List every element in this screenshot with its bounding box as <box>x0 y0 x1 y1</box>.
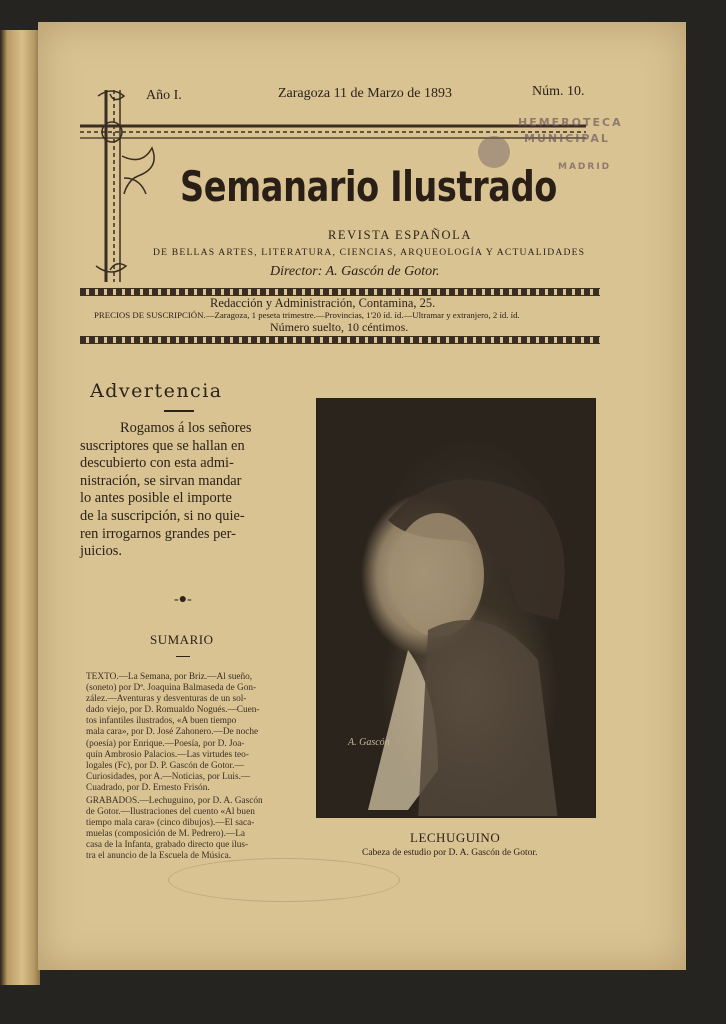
notice-line: Rogamos á los señores <box>120 420 252 436</box>
summary-texto <box>86 672 286 794</box>
newspaper-page <box>38 22 686 970</box>
masthead-topics: DE BELLAS ARTES, LITERATURA, CIENCIAS, ARQUEOLOGÍA Y ACTUALIDADES <box>153 247 586 258</box>
stamp-line-1: HEMEROTECA <box>518 116 623 129</box>
book-binding <box>0 30 40 985</box>
issue-date: Zaragoza 11 de Marzo de 1893 <box>278 86 453 101</box>
illustration-caption-sub: Cabeza de estudio por D. A. Gascón de Gotor. <box>362 848 538 858</box>
summary-line: (soneto) por Dª. Joaquina Balmaseda de Gon- <box>86 683 257 694</box>
summary-line: tiempo mala cara» (cinco dibujos).—El saca- <box>86 818 255 829</box>
notice-title: Advertencia <box>90 380 223 402</box>
subscription-prices: PRECIOS DE SUSCRIPCIÓN.—Zaragoza, 1 peseta trimestre.—Provincias, 1'20 íd. íd.—Ultramar y extranjero, 2 íd. íd. <box>94 310 520 320</box>
summary-line: quín Ambrosio Palacios.—Las virtudes teo- <box>86 749 249 760</box>
notice-line: nistración, se sirvan mandar <box>80 472 242 489</box>
summary-line: mala cara», por D. José Zahonero.—De noche <box>86 727 259 738</box>
masthead-director: Director: A. Gascón de Gotor. <box>270 264 440 279</box>
masthead-title: Semanario Ilustrado <box>180 162 557 211</box>
summary-line: de Gotor.—Ilustraciones del cuento «Al buen <box>86 807 255 818</box>
notice-line: descubierto con esta admi- <box>80 455 234 472</box>
portrait-figure <box>318 400 594 816</box>
summary-line: tra el anuncio de la Escuela de Música. <box>86 851 232 862</box>
summary-line: logales (Fc), por D. P. Gascón de Gotor.— <box>86 760 244 771</box>
notice-line: de la suscripción, si no quie- <box>80 507 245 524</box>
svg-text:A. Gascón: A. Gascón <box>348 737 390 748</box>
notice-body <box>80 420 280 561</box>
summary-line: GRABADOS.—Lechuguino, por D. A. Gascón <box>86 796 263 806</box>
divider-rule-bottom <box>80 336 600 344</box>
subscription-address: Redacción y Administración, Contamina, 25. <box>210 296 436 310</box>
summary-rule <box>176 656 190 657</box>
illustration-caption-title: LECHUGUINO <box>410 830 501 845</box>
divider-rule-top <box>80 288 600 296</box>
summary-line: zález.—Aventuras y desventuras de un sol- <box>86 694 247 705</box>
notice-title-rule <box>164 410 194 412</box>
notice-line: juicios. <box>80 543 122 560</box>
portrait-engraving <box>316 398 596 818</box>
issue-number: Núm. 10. <box>532 84 585 99</box>
summary-grabados <box>86 796 286 863</box>
summary-line: dado viejo, por D. Romualdo Nogués.—Cuen- <box>86 705 260 716</box>
masthead-subtitle: REVISTA ESPAÑOLA <box>328 228 472 242</box>
single-issue-price: Número suelto, 10 céntimos. <box>270 320 409 334</box>
notice-line: lo antes posible el importe <box>80 490 232 507</box>
notice-line: suscriptores que se hallan en <box>80 437 245 454</box>
faint-stamp-mark <box>168 858 400 902</box>
summary-heading: SUMARIO <box>150 632 214 647</box>
summary-line: TEXTO.—La Semana, por Briz.—Al sueño, <box>86 672 253 682</box>
summary-line: (poesía) por Enrique.—Poesía, por D. Joa- <box>86 738 245 749</box>
summary-line: tos infantiles ilustrados, «A buen tiempo <box>86 716 237 727</box>
summary-line: Curiosidades, por A.—Noticias, por Luis.— <box>86 771 251 782</box>
stamp-line-3: MADRID <box>558 162 612 172</box>
section-ornament: -●- <box>174 592 192 607</box>
summary-line: muelas (composición de M. Pedrero).—La <box>86 829 246 840</box>
summary-line: Cuadrado, por D. Ernesto Frisón. <box>86 782 210 793</box>
summary-line: casa de la Infanta, grabado directo que ilus- <box>86 840 249 851</box>
year-label: Año I. <box>146 88 182 103</box>
notice-line: ren irrogarnos grandes per- <box>80 525 236 542</box>
stamp-line-2: MUNICIPAL <box>524 132 610 145</box>
